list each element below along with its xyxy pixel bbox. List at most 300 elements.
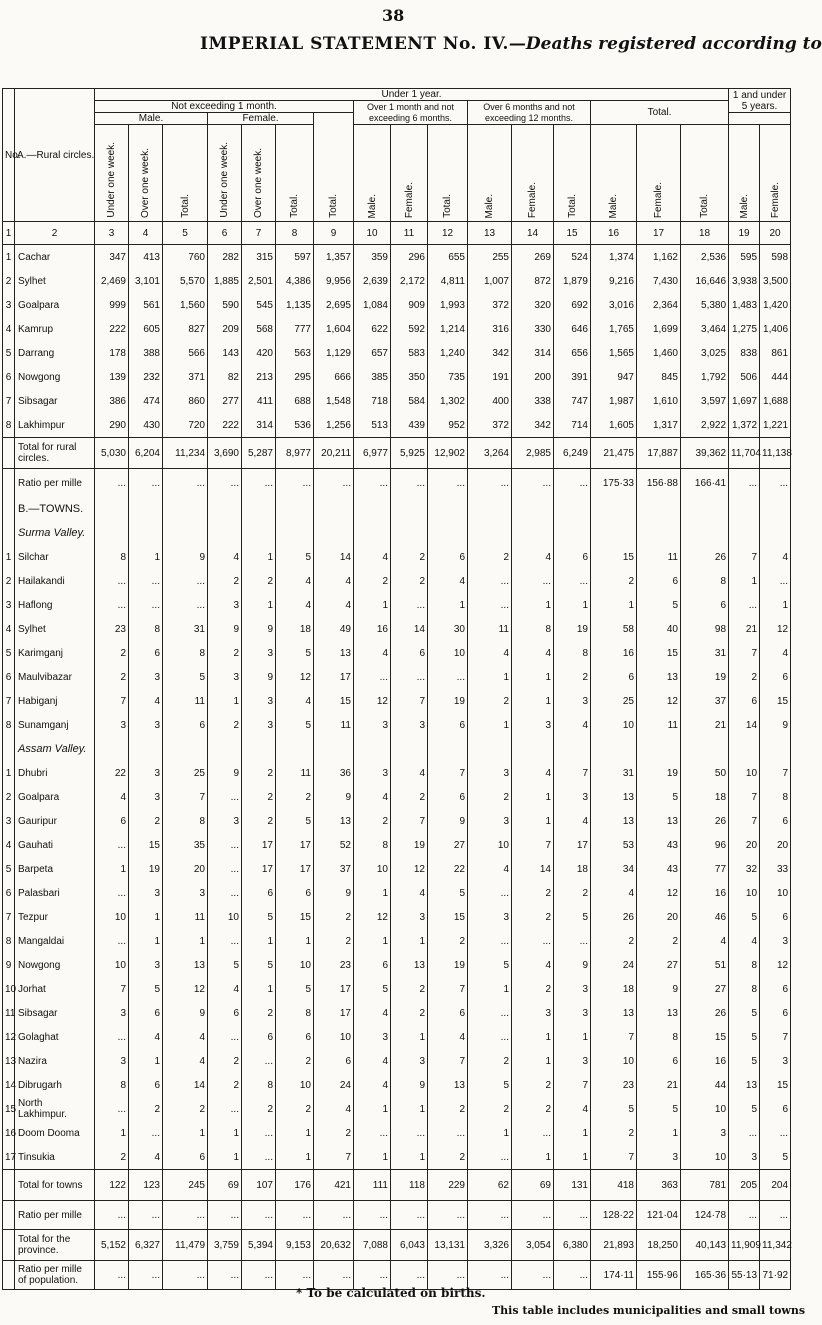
cell-value: ... xyxy=(468,929,512,953)
cell-value: 4 xyxy=(208,977,242,1001)
cell-value: 1,792 xyxy=(681,365,729,389)
cell-value: 77 xyxy=(681,857,729,881)
cell-value: 3,054 xyxy=(512,1230,554,1261)
cell-value: 232 xyxy=(129,365,163,389)
cell-value: 2 xyxy=(242,1001,276,1025)
cell-value: 598 xyxy=(760,245,791,270)
cell-value: ... xyxy=(729,469,760,498)
cell-value: 3 xyxy=(468,905,512,929)
cell-value: 5,152 xyxy=(95,1230,129,1261)
cell-value: 1 xyxy=(512,593,554,617)
cell-value: 1 xyxy=(208,689,242,713)
cell-value: 2,364 xyxy=(637,293,681,317)
cell-value: ... xyxy=(129,569,163,593)
cell-value: 6 xyxy=(428,785,468,809)
cell-value: 6 xyxy=(276,881,314,905)
cell-value: ... xyxy=(468,1145,512,1170)
cell-value: 27 xyxy=(681,977,729,1001)
cell-value: 26 xyxy=(591,905,637,929)
cell-value: 3 xyxy=(95,1049,129,1073)
cell-value: 5 xyxy=(242,905,276,929)
cell-value: 2 xyxy=(354,569,391,593)
cell-value: 2 xyxy=(208,569,242,593)
row-number: 9 xyxy=(3,953,15,977)
cell-value: 23 xyxy=(314,953,354,977)
cell-value: 1,688 xyxy=(760,389,791,413)
cell-value: 1,879 xyxy=(554,269,591,293)
cell-value xyxy=(391,737,428,761)
row-number: 1 xyxy=(3,545,15,569)
column-number: 9 xyxy=(314,222,354,245)
header-female: Female. xyxy=(208,113,314,125)
cell-value: 49 xyxy=(314,617,354,641)
cell-value xyxy=(591,737,637,761)
row-number: 6 xyxy=(3,365,15,389)
cell-value xyxy=(129,521,163,545)
cell-value: 23 xyxy=(95,617,129,641)
cell-value: 4 xyxy=(760,545,791,569)
cell-value: 10 xyxy=(760,881,791,905)
header-1to5-male: Male. xyxy=(729,125,760,222)
cell-value: 19 xyxy=(391,833,428,857)
table-row xyxy=(3,245,791,270)
cell-value: 7 xyxy=(591,1025,637,1049)
cell-value: 2 xyxy=(512,881,554,905)
cell-value: 19 xyxy=(129,857,163,881)
cell-value: 1 xyxy=(512,689,554,713)
cell-value: 10 xyxy=(591,713,637,737)
footnote-towns: This table includes municipalities and small towns xyxy=(492,1304,806,1317)
row-label: Karimganj xyxy=(15,641,95,665)
cell-value: 55·13 xyxy=(729,1261,760,1290)
cell-value: 947 xyxy=(591,365,637,389)
cell-value: 4 xyxy=(512,545,554,569)
cell-value: 174·11 xyxy=(591,1261,637,1290)
cell-value: 40,143 xyxy=(681,1230,729,1261)
cell-value: 20,211 xyxy=(314,438,354,469)
row-label: Maulvibazar xyxy=(15,665,95,689)
cell-value: 657 xyxy=(354,341,391,365)
cell-value: 3 xyxy=(129,785,163,809)
cell-value: ... xyxy=(760,1201,791,1230)
column-number: 5 xyxy=(163,222,208,245)
row-number xyxy=(3,497,15,521)
cell-value: 781 xyxy=(681,1170,729,1201)
cell-value: ... xyxy=(391,469,428,498)
cell-value: 7 xyxy=(554,761,591,785)
cell-value xyxy=(314,497,354,521)
cell-value: 622 xyxy=(354,317,391,341)
cell-value: 6 xyxy=(163,1145,208,1170)
column-number: 10 xyxy=(354,222,391,245)
cell-value: 6 xyxy=(163,713,208,737)
cell-value: 1 xyxy=(276,1121,314,1145)
cell-value: 277 xyxy=(208,389,242,413)
cell-value: 2,639 xyxy=(354,269,391,293)
cell-value: 6 xyxy=(242,1025,276,1049)
cell-value: 118 xyxy=(391,1170,428,1201)
cell-value: 3 xyxy=(208,665,242,689)
cell-value: 6 xyxy=(760,977,791,1001)
row-number: 2 xyxy=(3,569,15,593)
cell-value: 5,394 xyxy=(242,1230,276,1261)
cell-value: ... xyxy=(354,1261,391,1290)
cell-value: 2 xyxy=(208,1049,242,1073)
cell-value: 3 xyxy=(129,761,163,785)
cell-value: 2 xyxy=(95,665,129,689)
cell-value: 605 xyxy=(129,317,163,341)
cell-value: 9,153 xyxy=(276,1230,314,1261)
cell-value: 1 xyxy=(554,1145,591,1170)
table-row xyxy=(3,341,791,365)
cell-value: 6 xyxy=(129,1001,163,1025)
cell-value: 4 xyxy=(591,881,637,905)
row-number xyxy=(3,438,15,469)
cell-value: 1,406 xyxy=(760,317,791,341)
cell-value: 5 xyxy=(729,1097,760,1121)
column-number: 1 xyxy=(3,222,15,245)
cell-value: 2 xyxy=(468,1097,512,1121)
cell-value: 52 xyxy=(314,833,354,857)
header-female-total: Total. xyxy=(276,125,314,222)
cell-value xyxy=(637,521,681,545)
cell-value: 176 xyxy=(276,1170,314,1201)
cell-value: 19 xyxy=(428,689,468,713)
cell-value: ... xyxy=(129,1121,163,1145)
cell-value: 1 xyxy=(354,929,391,953)
cell-value: ... xyxy=(428,665,468,689)
cell-value: 156·88 xyxy=(637,469,681,498)
cell-value: 18 xyxy=(681,785,729,809)
cell-value: 338 xyxy=(512,389,554,413)
cell-value: ... xyxy=(95,593,129,617)
total-row xyxy=(3,438,791,469)
cell-value: 10 xyxy=(354,857,391,881)
cell-value: ... xyxy=(391,1261,428,1290)
cell-value: 34 xyxy=(591,857,637,881)
table-row xyxy=(3,1001,791,1025)
row-label: Kamrup xyxy=(15,317,95,341)
cell-value: 5 xyxy=(129,977,163,1001)
cell-value: 718 xyxy=(354,389,391,413)
row-label: Nowgong xyxy=(15,953,95,977)
row-number: 1 xyxy=(3,761,15,785)
cell-value: 295 xyxy=(276,365,314,389)
header-total-col9: Total. xyxy=(314,113,354,222)
cell-value: 316 xyxy=(468,317,512,341)
cell-value: 31 xyxy=(163,617,208,641)
cell-value: 371 xyxy=(163,365,208,389)
cell-value: 584 xyxy=(391,389,428,413)
cell-value xyxy=(637,497,681,521)
cell-value: 7 xyxy=(95,977,129,1001)
cell-value: 1 xyxy=(208,1121,242,1145)
cell-value: 5 xyxy=(760,1145,791,1170)
column-number: 20 xyxy=(760,222,791,245)
cell-value: 5,380 xyxy=(681,293,729,317)
cell-value: ... xyxy=(314,1261,354,1290)
cell-value: 666 xyxy=(314,365,354,389)
row-label: Golaghat xyxy=(15,1025,95,1049)
cell-value: 3 xyxy=(129,713,163,737)
cell-value: 2 xyxy=(129,809,163,833)
cell-value xyxy=(314,521,354,545)
cell-value xyxy=(354,521,391,545)
cell-value: 1 xyxy=(129,1049,163,1073)
column-number: 7 xyxy=(242,222,276,245)
cell-value xyxy=(468,521,512,545)
cell-value: 2 xyxy=(354,809,391,833)
table-row xyxy=(3,1097,791,1121)
row-number: 12 xyxy=(3,1025,15,1049)
section-heading: Assam Valley. xyxy=(15,737,95,761)
cell-value: 290 xyxy=(95,413,129,438)
cell-value: 296 xyxy=(391,245,428,270)
column-number: 2 xyxy=(15,222,95,245)
cell-value: 43 xyxy=(637,857,681,881)
cell-value: 24 xyxy=(591,953,637,977)
cell-value: ... xyxy=(163,469,208,498)
row-number: 14 xyxy=(3,1073,15,1097)
cell-value: 8 xyxy=(163,809,208,833)
cell-value: 35 xyxy=(163,833,208,857)
cell-value: 16 xyxy=(681,1049,729,1073)
cell-value: 7 xyxy=(591,1145,637,1170)
cell-value: 82 xyxy=(208,365,242,389)
cell-value: 1,605 xyxy=(591,413,637,438)
cell-value: 3 xyxy=(760,929,791,953)
row-number: 11 xyxy=(3,1001,15,1025)
cell-value: 11,704 xyxy=(729,438,760,469)
cell-value: 1,275 xyxy=(729,317,760,341)
cell-value: 1 xyxy=(242,545,276,569)
cell-value: 8 xyxy=(729,953,760,977)
cell-value: 10 xyxy=(468,833,512,857)
cell-value: 4 xyxy=(554,713,591,737)
cell-value: 2 xyxy=(554,881,591,905)
cell-value: ... xyxy=(354,1201,391,1230)
cell-value: 6,204 xyxy=(129,438,163,469)
cell-value: 13 xyxy=(391,953,428,977)
cell-value: 909 xyxy=(391,293,428,317)
table-row xyxy=(3,365,791,389)
cell-value: 204 xyxy=(760,1170,791,1201)
row-label: Total for rural circles. xyxy=(15,438,95,469)
cell-value: 40 xyxy=(637,617,681,641)
cell-value: 2 xyxy=(391,545,428,569)
cell-value: 269 xyxy=(512,245,554,270)
cell-value: 952 xyxy=(428,413,468,438)
cell-value: 15 xyxy=(129,833,163,857)
cell-value: 53 xyxy=(591,833,637,857)
cell-value xyxy=(242,737,276,761)
cell-value: 12 xyxy=(354,905,391,929)
table-row xyxy=(3,665,791,689)
cell-value: 26 xyxy=(681,1001,729,1025)
cell-value: 2 xyxy=(468,545,512,569)
header-1to5-female: Female. xyxy=(760,125,791,222)
cell-value: ... xyxy=(208,785,242,809)
cell-value: 1,987 xyxy=(591,389,637,413)
cell-value: 595 xyxy=(729,245,760,270)
cell-value: 6 xyxy=(129,1073,163,1097)
cell-value: 568 xyxy=(242,317,276,341)
cell-value: 1,460 xyxy=(637,341,681,365)
cell-value: ... xyxy=(729,1121,760,1145)
cell-value: ... xyxy=(354,469,391,498)
cell-value xyxy=(163,521,208,545)
cell-value xyxy=(681,521,729,545)
cell-value: 16 xyxy=(354,617,391,641)
cell-value: 1 xyxy=(760,593,791,617)
cell-value xyxy=(208,521,242,545)
cell-value: 1 xyxy=(468,1121,512,1145)
cell-value: 2,922 xyxy=(681,413,729,438)
cell-value: 3 xyxy=(354,1025,391,1049)
cell-value: 1,162 xyxy=(637,245,681,270)
cell-value: 747 xyxy=(554,389,591,413)
header-m1-male: Male. xyxy=(354,125,391,222)
cell-value: 107 xyxy=(242,1170,276,1201)
cell-value: 4 xyxy=(129,1145,163,1170)
cell-value: 5 xyxy=(276,545,314,569)
cell-value: ... xyxy=(554,469,591,498)
cell-value: 10 xyxy=(208,905,242,929)
cell-value: 4 xyxy=(276,689,314,713)
cell-value: 32 xyxy=(729,857,760,881)
cell-value: 13,131 xyxy=(428,1230,468,1261)
cell-value: 646 xyxy=(554,317,591,341)
cell-value: 3 xyxy=(95,713,129,737)
cell-value: ... xyxy=(95,1025,129,1049)
cell-value: 5,287 xyxy=(242,438,276,469)
cell-value: 1,565 xyxy=(591,341,637,365)
cell-value: 359 xyxy=(354,245,391,270)
cell-value: 3 xyxy=(760,1049,791,1073)
row-number: 5 xyxy=(3,641,15,665)
cell-value: 1,420 xyxy=(760,293,791,317)
cell-value: 27 xyxy=(428,833,468,857)
cell-value: ... xyxy=(208,929,242,953)
cell-value: 4 xyxy=(681,929,729,953)
cell-value: 17 xyxy=(276,857,314,881)
cell-value: 3 xyxy=(512,1001,554,1025)
cell-value: 3 xyxy=(354,713,391,737)
cell-value: 9 xyxy=(428,809,468,833)
table-row xyxy=(3,761,791,785)
header-tot-male: Male. xyxy=(591,125,637,222)
row-number: 2 xyxy=(3,785,15,809)
table-row xyxy=(3,1145,791,1170)
cell-value: 6 xyxy=(208,1001,242,1025)
cell-value: 18 xyxy=(276,617,314,641)
cell-value: ... xyxy=(129,1201,163,1230)
table-row xyxy=(3,785,791,809)
cell-value: 255 xyxy=(468,245,512,270)
cell-value: ... xyxy=(95,929,129,953)
cell-value: 7 xyxy=(314,1145,354,1170)
cell-value: 2 xyxy=(208,1073,242,1097)
row-label: Ratio per mille of population. xyxy=(15,1261,95,1290)
cell-value: 4 xyxy=(468,641,512,665)
cell-value: 37 xyxy=(314,857,354,881)
cell-value: 31 xyxy=(591,761,637,785)
cell-value: 11 xyxy=(314,713,354,737)
cell-value: 391 xyxy=(554,365,591,389)
cell-value: 8 xyxy=(242,1073,276,1097)
deaths-table xyxy=(2,88,791,1290)
table-row xyxy=(3,713,791,737)
cell-value: ... xyxy=(554,1261,591,1290)
cell-value: 420 xyxy=(242,341,276,365)
cell-value: 11 xyxy=(276,761,314,785)
cell-value: 5 xyxy=(468,1073,512,1097)
cell-value: 2,985 xyxy=(512,438,554,469)
table-row xyxy=(3,593,791,617)
cell-value: 5 xyxy=(276,977,314,1001)
cell-value: 1 xyxy=(129,929,163,953)
cell-value: 4 xyxy=(760,641,791,665)
cell-value: 5,030 xyxy=(95,438,129,469)
ratio-row xyxy=(3,1201,791,1230)
cell-value: 1 xyxy=(354,1097,391,1121)
row-label: Sylhet xyxy=(15,269,95,293)
cell-value: 9 xyxy=(760,713,791,737)
header-m6-male: Male. xyxy=(468,125,512,222)
cell-value: 7 xyxy=(729,809,760,833)
cell-value xyxy=(681,737,729,761)
cell-value xyxy=(276,737,314,761)
cell-value: 9,956 xyxy=(314,269,354,293)
cell-value: 2 xyxy=(512,1073,554,1097)
cell-value: 7 xyxy=(760,1025,791,1049)
cell-value: 2 xyxy=(129,1097,163,1121)
cell-value: 8,977 xyxy=(276,438,314,469)
cell-value xyxy=(276,497,314,521)
cell-value: 13 xyxy=(591,785,637,809)
cell-value: 10 xyxy=(276,1073,314,1097)
cell-value: 3 xyxy=(554,1049,591,1073)
cell-value: 6 xyxy=(314,1049,354,1073)
cell-value: ... xyxy=(242,469,276,498)
row-number xyxy=(3,469,15,498)
cell-value: 692 xyxy=(554,293,591,317)
cell-value: 2 xyxy=(276,1049,314,1073)
cell-value: 8 xyxy=(512,617,554,641)
cell-value: 1 xyxy=(468,977,512,1001)
cell-value: 3 xyxy=(554,689,591,713)
table-row xyxy=(3,833,791,857)
cell-value: ... xyxy=(468,569,512,593)
column-number-row xyxy=(3,222,791,245)
header-tot-female: Female. xyxy=(637,125,681,222)
cell-value: 46 xyxy=(681,905,729,929)
total-row xyxy=(3,1170,791,1201)
cell-value: 8 xyxy=(637,1025,681,1049)
cell-value: 3 xyxy=(554,977,591,1001)
cell-value: 3 xyxy=(242,713,276,737)
cell-value: 2 xyxy=(242,785,276,809)
table-row xyxy=(3,881,791,905)
cell-value: 1,302 xyxy=(428,389,468,413)
cell-value: 7 xyxy=(428,761,468,785)
row-label: Sibsagar xyxy=(15,389,95,413)
cell-value: 8 xyxy=(95,1073,129,1097)
cell-value: 12 xyxy=(760,617,791,641)
cell-value: 4 xyxy=(428,569,468,593)
table-row xyxy=(3,641,791,665)
row-label: Mangaldai xyxy=(15,929,95,953)
